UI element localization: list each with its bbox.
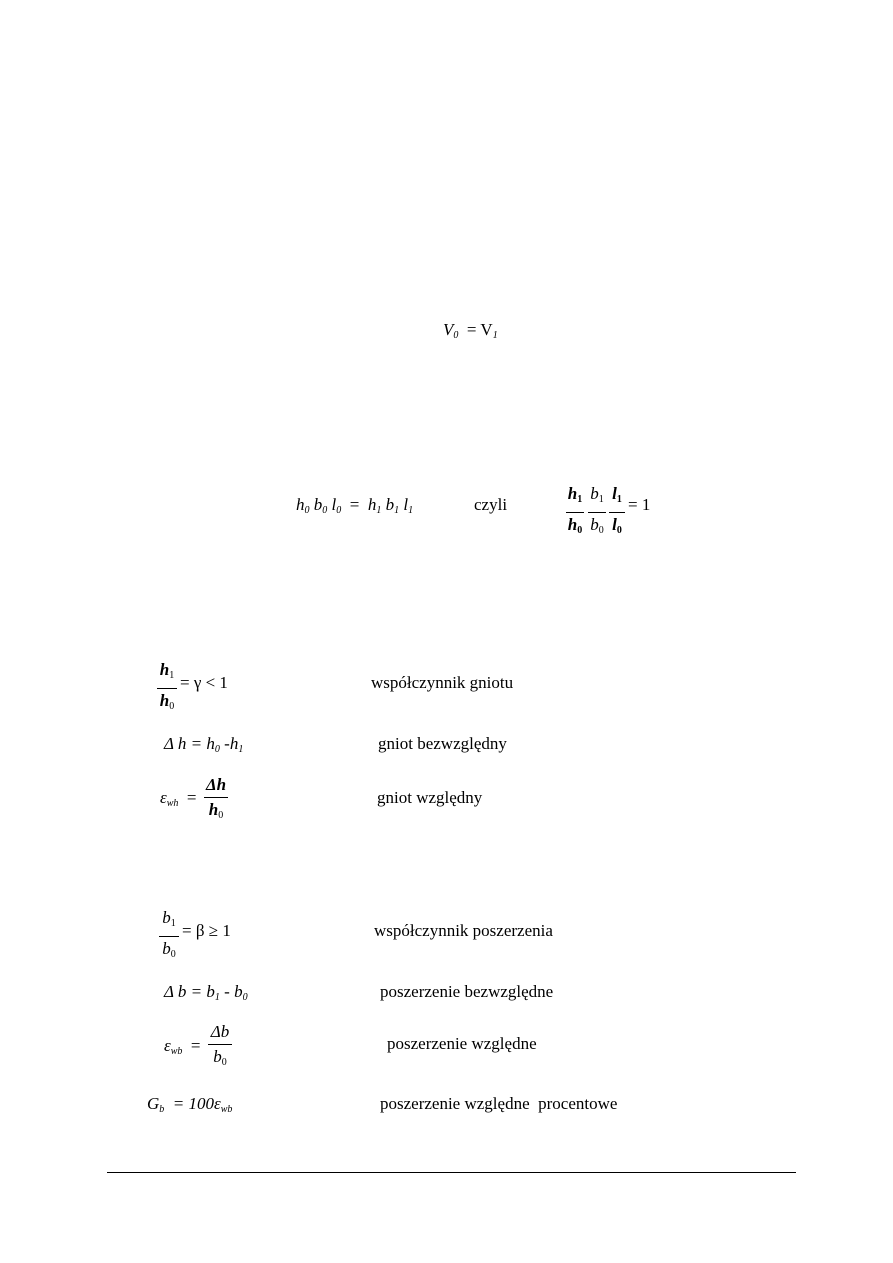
frac-sub: 0 <box>221 1057 227 1068</box>
ratio-sub: 0 <box>577 525 583 536</box>
posz-pct-formula <box>147 1094 232 1115</box>
epsilon: ε <box>160 788 167 807</box>
formula-eq: = <box>186 788 197 807</box>
formula-part: G <box>147 1094 160 1113</box>
formula-sub: wh <box>166 798 179 809</box>
dim-h: h <box>296 495 305 514</box>
posz-abs-formula <box>164 982 248 1003</box>
frac-den: h <box>159 691 170 710</box>
ratio-sub: 0 <box>598 525 604 536</box>
dim-sub: 0 <box>336 505 342 516</box>
dim-l: l <box>403 495 409 514</box>
volume-rhs-sub: 1 <box>492 330 498 341</box>
ratio-num: b <box>590 484 599 503</box>
gniot-coef-rhs: = γ < 1 <box>180 673 228 692</box>
fraction-bar <box>566 512 584 513</box>
ratio-l <box>609 484 625 541</box>
posz-abs-desc: poszerzenie bezwzględne <box>380 982 554 1001</box>
formula-sub: wb <box>170 1046 183 1057</box>
gniot-abs-formula <box>164 734 243 755</box>
gniot-abs-desc: gniot bezwzględny <box>378 734 507 753</box>
volume-eq: = V <box>466 320 493 339</box>
frac-den: b <box>213 1047 222 1066</box>
dim-l: l <box>331 495 337 514</box>
dim-sub: 1 <box>376 505 382 516</box>
ratio-rhs: = 1 <box>628 495 651 514</box>
frac-sub: 0 <box>169 701 175 712</box>
formula-part: = 100ε <box>172 1094 221 1113</box>
frac-num: h <box>159 660 170 679</box>
ratio-num: l <box>612 484 617 503</box>
fraction-bar <box>609 512 625 513</box>
dim-eq: = <box>349 495 360 514</box>
ratio-num: h <box>567 484 578 503</box>
posz-coef-rhs: = β ≥ 1 <box>182 921 231 940</box>
frac-sub: 1 <box>169 670 175 681</box>
posz-pct-desc: poszerzenie względne procentowe <box>380 1094 618 1113</box>
frac-sub: 0 <box>170 949 176 960</box>
ratio-h <box>566 484 584 541</box>
formula-part: Δ b = b <box>164 982 215 1001</box>
ratio-sub: 0 <box>616 525 622 536</box>
frac-sub: 0 <box>218 810 224 821</box>
volume-lhs-sub: 0 <box>453 330 459 341</box>
connector-czyli: czyli <box>474 495 508 514</box>
dim-b: b <box>385 495 395 514</box>
gniot-rel-lhs <box>160 788 196 809</box>
fraction-bar <box>159 936 179 937</box>
formula-part: - b <box>219 982 243 1001</box>
formula-sub: wb <box>220 1104 233 1115</box>
formula-part: -h <box>219 734 239 753</box>
fraction-bar <box>208 1044 232 1045</box>
posz-coef-fraction <box>159 908 179 965</box>
ratio-den: l <box>612 515 617 534</box>
formula-eq: = <box>190 1036 201 1055</box>
dim-sub: 1 <box>408 505 414 516</box>
epsilon: ε <box>164 1036 171 1055</box>
fraction-bar <box>204 797 228 798</box>
dim-b: b <box>313 495 323 514</box>
footer-rule <box>107 1172 796 1173</box>
frac-sub: 1 <box>170 918 176 929</box>
posz-rel-lhs <box>164 1036 200 1057</box>
formula-part: Δ h = h <box>164 734 215 753</box>
gniot-rel-desc: gniot względny <box>377 788 483 807</box>
ratio-b <box>588 484 606 541</box>
formula-sub: 1 <box>214 992 220 1003</box>
formula-sub: 0 <box>242 992 248 1003</box>
fraction-bar <box>157 688 177 689</box>
dim-sub: 0 <box>304 505 310 516</box>
equation-volume <box>443 320 498 341</box>
frac-den: h <box>208 800 219 819</box>
dim-sub: 0 <box>322 505 328 516</box>
ratio-sub: 1 <box>616 494 622 505</box>
ratio-sub: 1 <box>577 494 583 505</box>
dim-h: h <box>367 495 377 514</box>
frac-den: b <box>162 939 171 958</box>
ratio-den: h <box>567 515 578 534</box>
gniot-rel-fraction <box>204 775 228 826</box>
formula-sub: b <box>159 1104 165 1115</box>
gniot-coef-fraction <box>157 660 177 717</box>
posz-rel-fraction <box>208 1022 232 1073</box>
equation-dimensions <box>296 495 413 516</box>
frac-num: b <box>162 908 171 927</box>
posz-coef-desc: współczynnik poszerzenia <box>374 921 553 940</box>
frac-num: Δb <box>210 1022 230 1041</box>
gniot-coef-desc: współczynnik gniotu <box>371 673 514 692</box>
formula-sub: 1 <box>238 744 244 755</box>
volume-lhs: V <box>443 320 454 339</box>
frac-num: Δh <box>205 775 227 794</box>
ratio-sub: 1 <box>598 494 604 505</box>
fraction-bar <box>588 512 606 513</box>
formula-sub: 0 <box>214 744 220 755</box>
posz-rel-desc: poszerzenie względne <box>387 1034 537 1053</box>
ratio-den: b <box>590 515 599 534</box>
dim-sub: 1 <box>394 505 400 516</box>
